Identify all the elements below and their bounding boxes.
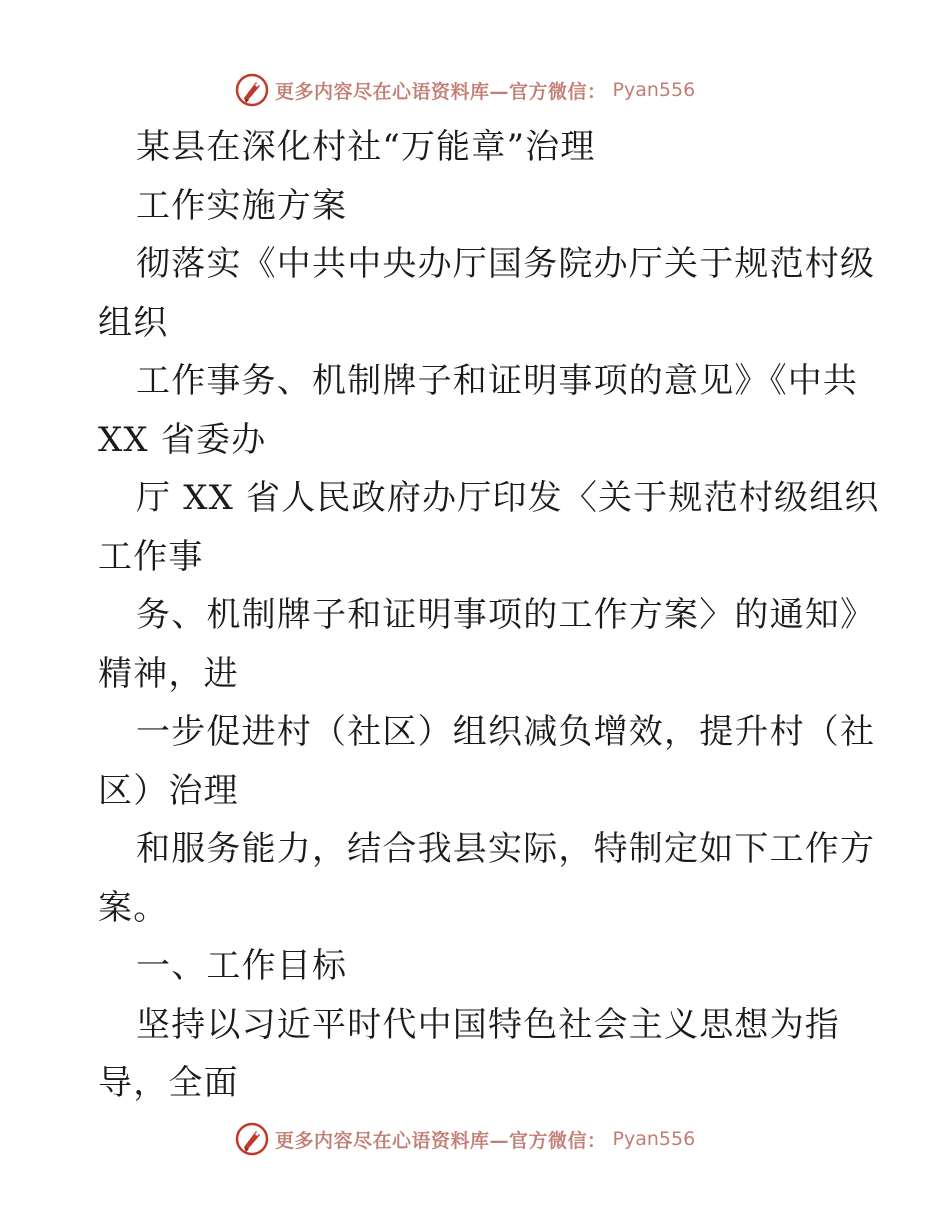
text-line: 某县在深化村社“万能章”治理 <box>136 127 596 167</box>
text-line: 案。 <box>98 887 169 928</box>
document-body <box>98 118 880 1113</box>
watermark-text: 更多内容尽在心语资料库—官方微信： <box>275 1129 607 1152</box>
text-line: 精神，进 <box>98 653 239 694</box>
footer-watermark <box>235 1122 695 1156</box>
text-line: 工作实施方案 <box>136 185 348 226</box>
text-line: 彻落实《中共中央办厅国务院办厅关于规范村级 <box>136 244 876 284</box>
text-line: 务、机制牌子和证明事项的工作方案〉的通知》 <box>136 595 876 635</box>
pen-nib-logo-icon <box>235 73 269 107</box>
watermark-text: 更多内容尽在心语资料库—官方微信： <box>275 80 607 103</box>
text-line: 和服务能力，结合我县实际，特制定如下工作方 <box>136 829 876 869</box>
watermark-wechat-id: Pyan556 <box>612 79 696 101</box>
text-line: 工作事 <box>98 536 204 577</box>
text-line: 厅 XX 省人民政府办厅印发〈关于规范村级组织 <box>136 478 880 518</box>
text-line: 一步促进村（社区）组织减负增效，提升村（社 <box>136 712 876 752</box>
text-line: 一、工作目标 <box>136 946 348 986</box>
watermark-wechat-id: Pyan556 <box>612 1128 696 1150</box>
text-line: 组织 <box>98 302 169 343</box>
header-watermark <box>235 73 695 107</box>
text-line: 工作事务、机制牌子和证明事项的意见》《中共 <box>136 361 859 401</box>
text-line: 区）治理 <box>98 770 239 811</box>
pen-nib-logo-icon <box>235 1122 269 1156</box>
text-line: XX 省委办 <box>98 419 267 460</box>
text-line: 导，全面 <box>98 1063 239 1103</box>
text-line: 坚持以习近平时代中国特色社会主义思想为指 <box>136 1004 840 1045</box>
